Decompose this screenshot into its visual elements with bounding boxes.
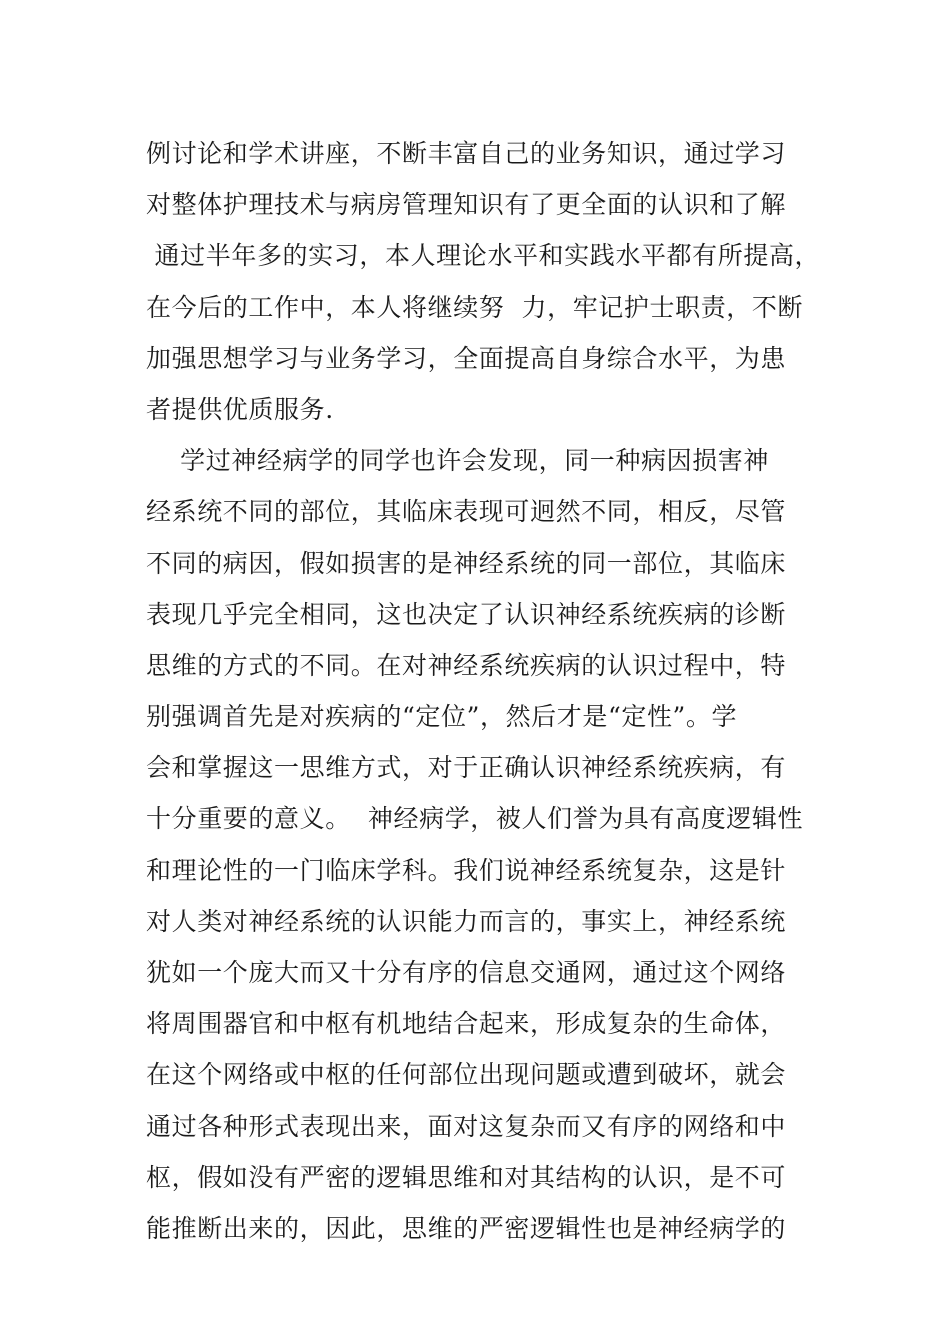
text-line: 通过半年多的实习，本人理论水平和实践水平都有所提高， <box>146 241 821 271</box>
text-line: 通过各种形式表现出来，面对这复杂而又有序的网络和中 <box>146 1111 787 1141</box>
text-line: 学过神经病学的同学也许会发现，同一种病因损害神 <box>146 446 769 476</box>
text-line: 十分重要的意义。 神经病学，被人们誉为具有高度逻辑性 <box>146 804 804 834</box>
text-line: 思维的方式的不同。在对神经系统疾病的认识过程中，特 <box>146 650 787 680</box>
text-line: 加强思想学习与业务学习，全面提高自身综合水平，为患 <box>146 343 787 373</box>
text-line: 和理论性的一门临床学科。我们说神经系统复杂，这是针 <box>146 855 787 885</box>
text-line: 能推断出来的，因此，思维的严密逻辑性也是神经病学的 <box>146 1213 787 1243</box>
text-line: 对人类对神经系统的认识能力而言的，事实上，神经系统 <box>146 906 787 936</box>
text-line: 表现几乎完全相同，这也决定了认识神经系统疾病的诊断 <box>146 599 787 629</box>
text-line: 对整体护理技术与病房管理知识有了更全面的认识和了解 <box>146 190 787 220</box>
text-line: 在今后的工作中，本人将继续努 力，牢记护士职责，不断 <box>146 292 804 322</box>
text-line: 会和掌握这一思维方式，对于正确认识神经系统疾病，有 <box>146 753 787 783</box>
text-line: 不同的病因，假如损害的是神经系统的同一部位，其临床 <box>146 548 787 578</box>
body-text <box>146 128 846 1254</box>
text-line: 在这个网络或中枢的任何部位出现问题或遭到破坏，就会 <box>146 1060 787 1090</box>
text-line: 经系统不同的部位，其临床表现可迥然不同，相反，尽管 <box>146 497 787 527</box>
text-line: 枢，假如没有严密的逻辑思维和对其结构的认识，是不可 <box>146 1162 787 1192</box>
text-line: 者提供优质服务. <box>146 394 334 424</box>
text-line: 将周围器官和中枢有机地结合起来，形成复杂的生命体， <box>146 1009 787 1039</box>
text-line: 例讨论和学术讲座，不断丰富自己的业务知识，通过学习 <box>146 139 787 168</box>
text-line: 别强调首先是对疾病的“定位”，然后才是“定性”。学 <box>146 702 738 732</box>
text-line: 犹如一个庞大而又十分有序的信息交通网，通过这个网络 <box>146 958 787 987</box>
